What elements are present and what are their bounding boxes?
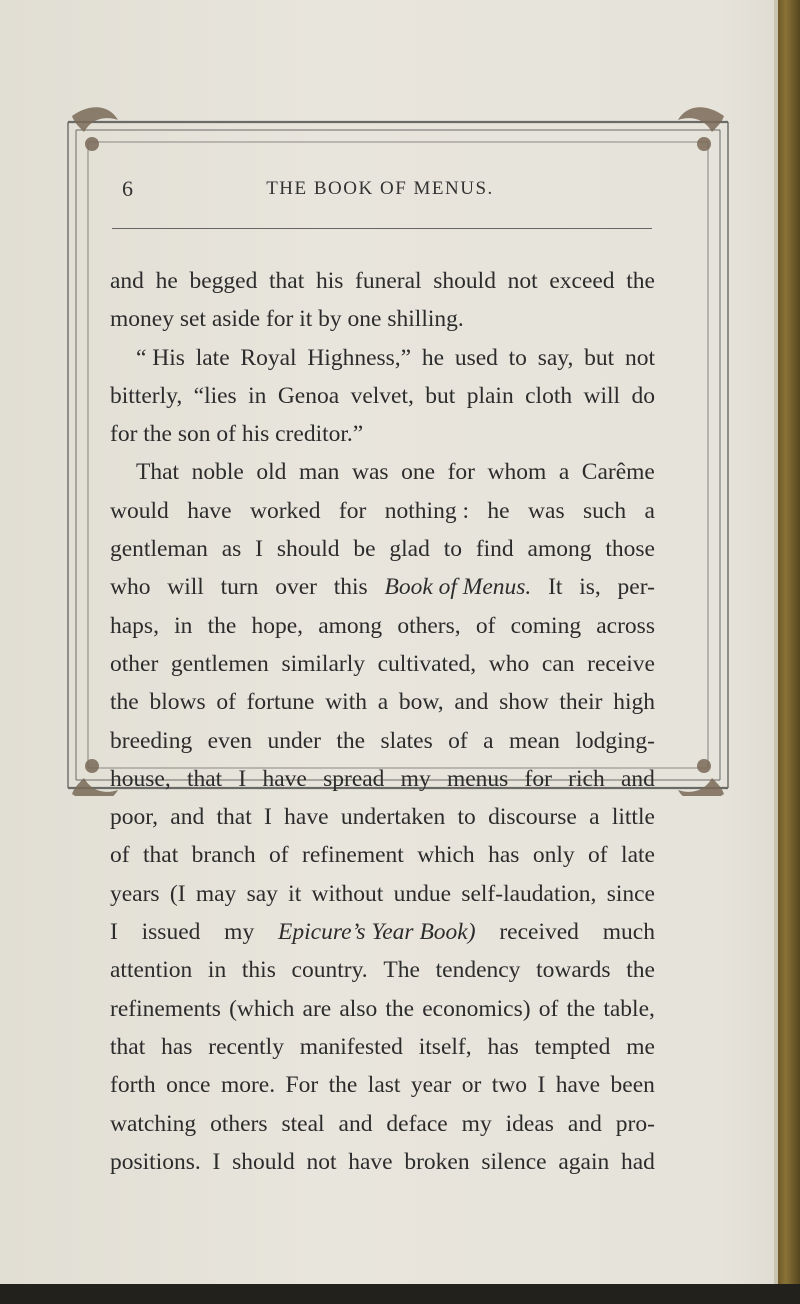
text-line: positions. I should not have broken silence again had — [110, 1148, 655, 1175]
text-line: bitterly, “lies in Genoa velvet, but plain cloth will do — [110, 382, 655, 409]
text-line: I issued my Epicure’s Year Book) received much — [110, 913, 655, 951]
text-line: watching others steal and deface my ideas and pro- — [110, 1110, 655, 1137]
text-line: who will turn over this Book of Menus. It is, per- — [110, 568, 655, 606]
text-line: poor, and that I have undertaken to discourse a little — [110, 804, 655, 831]
text-line: years (I may say it without undue self-laudation, since — [110, 880, 655, 907]
text-line: gentleman as I should be glad to find among those — [110, 536, 655, 563]
text-line: “ His late Royal Highness,” he used to say, but not — [136, 344, 655, 371]
text-line: That noble old man was one for whom a Carême — [136, 459, 655, 486]
book-title-italic: Book of Menus. — [384, 574, 532, 601]
page-number: 6 — [122, 176, 133, 201]
text-line: that has recently manifested itself, has tempted me — [110, 1033, 655, 1060]
book-spine — [778, 0, 800, 1304]
text-line: of that branch of refinement which has only of late — [110, 842, 655, 869]
text-line: the blows of fortune with a bow, and show their high — [110, 689, 655, 716]
text-line: breeding even under the slates of a mean lodging- — [110, 727, 655, 754]
text-line: other gentlemen similarly cultivated, who can receive — [110, 650, 655, 677]
text-line: attention in this country. The tendency towards the — [110, 957, 655, 984]
page-header — [110, 176, 650, 206]
text-line: forth once more. For the last year or two I have been — [110, 1072, 655, 1099]
text-line: haps, in the hope, among others, of coming across — [110, 612, 655, 639]
running-title: THE BOOK OF MENUS. — [266, 178, 494, 199]
text-line: and he begged that his funeral should not exceed the — [110, 268, 655, 294]
body-text — [110, 262, 655, 1181]
text-line: money set aside for it by one shilling. — [110, 306, 464, 333]
book-title-italic: Epicure’s Year Book) — [278, 919, 476, 946]
book-bottom-edge — [0, 1284, 800, 1304]
text-line: would have worked for nothing : he was such a — [110, 497, 655, 524]
text-line: house, that I have spread my menus for rich and — [110, 765, 655, 792]
text-line: refinements (which are also the economics) of the table, — [110, 995, 655, 1022]
text-line: for the son of his creditor.” — [110, 421, 364, 448]
header-rule — [112, 228, 652, 229]
